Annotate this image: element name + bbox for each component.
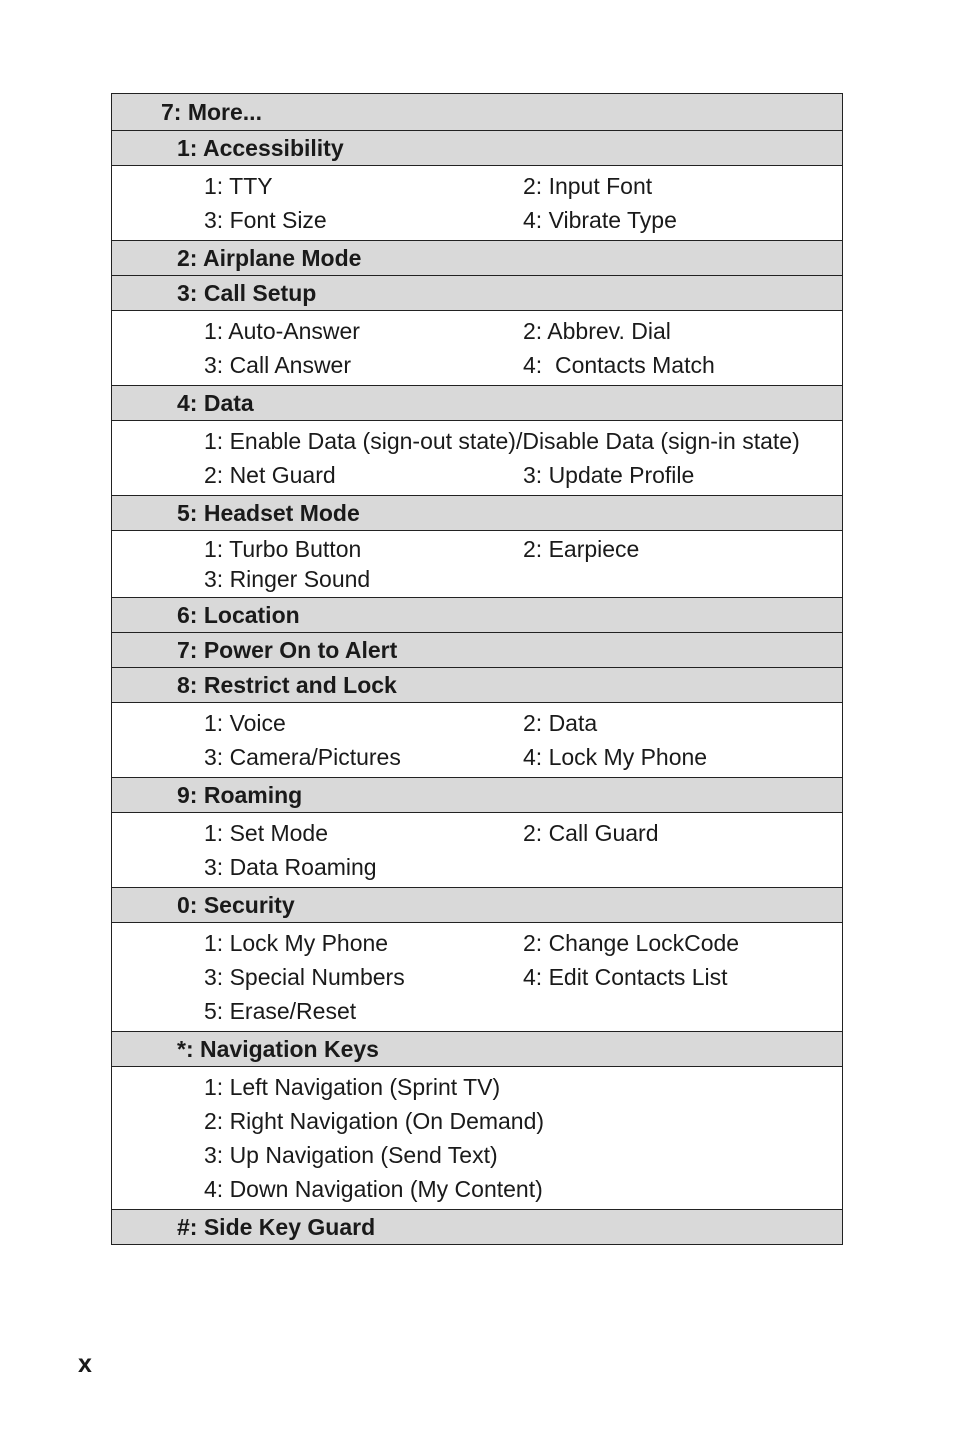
section-title: *: Navigation Keys <box>177 1035 379 1062</box>
item-row <box>112 1070 842 1104</box>
menu-item: 4: Vibrate Type <box>523 206 677 233</box>
menu-item: 2: Earpiece <box>523 535 640 562</box>
menu-item: 3: Special Numbers <box>204 963 405 990</box>
menu-heading-more <box>112 94 842 130</box>
item-row <box>112 1138 842 1172</box>
menu-item: 1: Turbo Button <box>204 535 362 562</box>
item-row <box>112 203 842 237</box>
section-heading-navigation-keys <box>112 1031 842 1066</box>
menu-item: 1: TTY <box>204 172 273 199</box>
section-heading-side-key-guard <box>112 1209 842 1244</box>
menu-item: 2: Net Guard <box>204 461 336 488</box>
menu-item: 2: Call Guard <box>523 819 659 846</box>
section-heading-security <box>112 887 842 922</box>
section-title: 8: Restrict and Lock <box>177 671 397 698</box>
menu-item: 1: Set Mode <box>204 819 329 846</box>
section-items-headset-mode <box>112 530 842 597</box>
menu-item: 4: Lock My Phone <box>523 743 708 770</box>
item-row <box>112 1104 842 1138</box>
section-title: 0: Security <box>177 891 295 918</box>
section-heading-accessibility <box>112 130 842 165</box>
section-heading-call-setup <box>112 275 842 310</box>
section-items-data <box>112 420 842 495</box>
menu-item: 5: Erase/Reset <box>204 997 357 1024</box>
menu-item: 2: Change LockCode <box>523 929 740 956</box>
section-heading-restrict-and-lock <box>112 667 842 702</box>
menu-item: 3: Camera/Pictures <box>204 743 401 770</box>
item-row <box>112 424 842 458</box>
section-title: 9: Roaming <box>177 781 303 808</box>
menu-item: 1: Lock My Phone <box>204 929 389 956</box>
page-number: x <box>78 1350 92 1378</box>
item-row <box>112 816 842 850</box>
menu-item: 2: Right Navigation (On Demand) <box>204 1107 545 1134</box>
section-title: 7: Power On to Alert <box>177 636 398 663</box>
item-row <box>112 926 842 960</box>
section-heading-power-on-to-alert <box>112 632 842 667</box>
menu-item: 3: Update Profile <box>523 461 695 488</box>
menu-item: 1: Left Navigation (Sprint TV) <box>204 1073 501 1100</box>
item-row <box>112 960 842 994</box>
section-heading-data <box>112 385 842 420</box>
menu-item: 3: Call Answer <box>204 351 352 378</box>
item-row <box>112 706 842 740</box>
menu-table <box>111 93 843 1245</box>
section-heading-roaming <box>112 777 842 812</box>
item-row <box>112 348 842 382</box>
menu-item: 1: Enable Data (sign-out state)/Disable Data (sign-in state) <box>204 427 800 454</box>
section-heading-airplane-mode <box>112 240 842 275</box>
item-row <box>112 994 842 1028</box>
menu-item: 3: Up Navigation (Send Text) <box>204 1141 498 1168</box>
section-title: 1: Accessibility <box>177 134 344 161</box>
section-heading-headset-mode <box>112 495 842 530</box>
section-title: 3: Call Setup <box>177 279 317 306</box>
item-row <box>112 169 842 203</box>
section-items-call-setup <box>112 310 842 385</box>
menu-item: 4: Contacts Match <box>523 351 715 378</box>
item-row <box>112 564 842 594</box>
menu-item: 3: Data Roaming <box>204 853 377 880</box>
item-row <box>112 534 842 564</box>
section-items-accessibility <box>112 165 842 240</box>
section-title: 2: Airplane Mode <box>177 244 362 271</box>
item-row <box>112 1172 842 1206</box>
menu-item: 3: Font Size <box>204 206 327 233</box>
section-title: 4: Data <box>177 389 254 416</box>
item-row <box>112 458 842 492</box>
item-row <box>112 314 842 348</box>
section-title: 6: Location <box>177 601 300 628</box>
menu-item: 3: Ringer Sound <box>204 565 371 592</box>
menu-item: 1: Auto-Answer <box>204 317 360 344</box>
section-heading-location <box>112 597 842 632</box>
item-row <box>112 740 842 774</box>
item-row <box>112 850 842 884</box>
section-items-security <box>112 922 842 1031</box>
menu-item: 2: Input Font <box>523 172 653 199</box>
menu-item: 1: Voice <box>204 709 286 736</box>
section-items-restrict-and-lock <box>112 702 842 777</box>
section-title: #: Side Key Guard <box>177 1213 376 1240</box>
section-items-navigation-keys <box>112 1066 842 1209</box>
menu-item: 4: Down Navigation (My Content) <box>204 1175 543 1202</box>
menu-item: 4: Edit Contacts List <box>523 963 728 990</box>
menu-item: 2: Data <box>523 709 598 736</box>
section-title: 5: Headset Mode <box>177 499 360 526</box>
section-items-roaming <box>112 812 842 887</box>
menu-item: 2: Abbrev. Dial <box>523 317 671 344</box>
menu-heading-label: 7: More... <box>161 98 262 125</box>
